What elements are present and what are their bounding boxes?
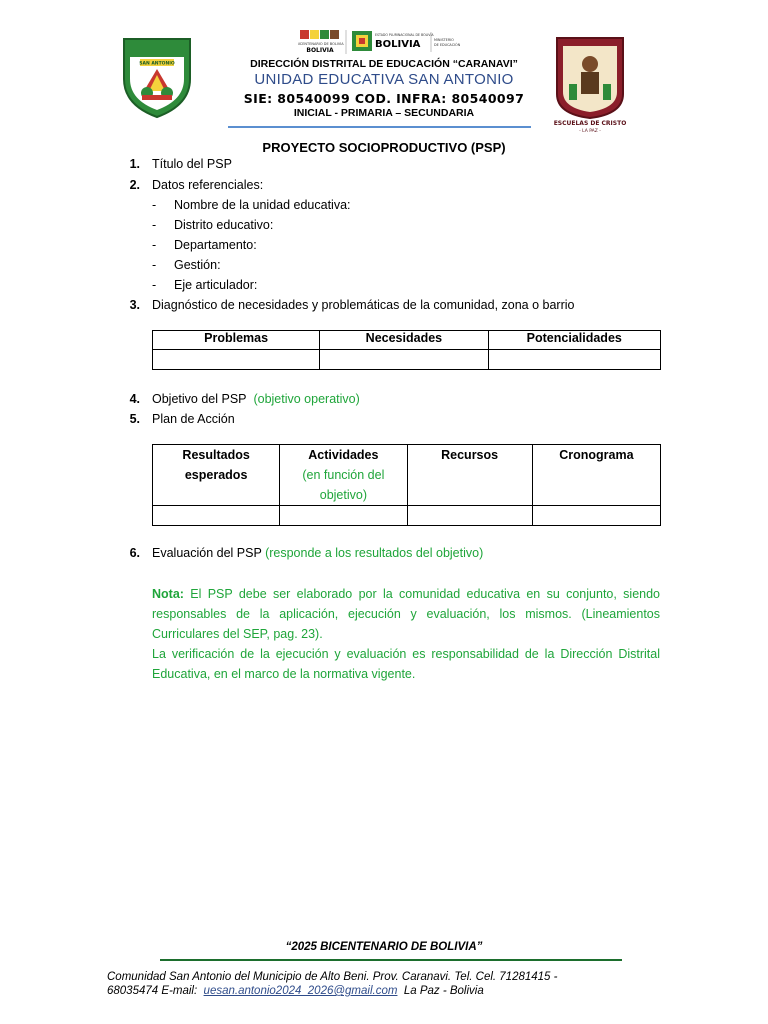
note-paragraph <box>152 584 660 684</box>
item-5-text: Plan de Acción <box>152 412 235 426</box>
diagnosis-table <box>152 330 661 370</box>
address-line-2 <box>107 984 627 998</box>
item-4-text <box>152 392 360 406</box>
table-cell[interactable] <box>320 350 488 370</box>
note-label: Nota: <box>152 587 184 601</box>
header-line: esperados <box>184 468 248 482</box>
item-6-hint: (responde a los resultados del objetivo) <box>265 546 484 560</box>
table-cell[interactable] <box>153 350 320 370</box>
table-cell[interactable] <box>153 506 280 526</box>
header-divider <box>228 126 531 128</box>
item-4-number: 4. <box>129 392 140 406</box>
item-4-hint: (objetivo operativo) <box>253 392 360 406</box>
action-plan-table <box>152 444 661 526</box>
sub-item-department: Departamento: <box>174 238 257 252</box>
item-6-label: Evaluación del PSP <box>152 546 262 560</box>
sub-item-district: Distrito educativo: <box>174 218 274 232</box>
item-6-text <box>152 546 483 560</box>
header-hint: objetivo) <box>319 488 367 502</box>
item-2-text: Datos referenciales: <box>152 178 264 192</box>
header-line: Actividades <box>308 448 379 462</box>
svg-text:BOLIVIA: BOLIVIA <box>375 39 421 50</box>
item-3-number: 3. <box>129 298 140 312</box>
address-prefix: 68035474 E-mail: <box>107 985 204 997</box>
crest-motto-text: SAN ANTONIO <box>139 61 175 67</box>
item-4-label: Objetivo del PSP <box>152 392 247 406</box>
address-line-1: Comunidad San Antonio del Municipio de Alto Beni. Prov. Caranavi. Tel. Cel. 71281415 - <box>107 971 558 983</box>
item-3-text: Diagnóstico de necesidades y problemáticas de la comunidad, zona o barrio <box>152 298 575 312</box>
table-header-schedule: Cronograma <box>532 445 660 506</box>
item-1-text: Título del PSP <box>152 157 232 171</box>
levels: INICIAL - PRIMARIA – SECUNDARIA <box>293 107 475 119</box>
table-header-problems: Problemas <box>153 331 320 350</box>
address-suffix: La Paz - Bolivia <box>397 985 484 997</box>
footer-divider <box>160 959 622 961</box>
table-header-expected-results <box>153 445 280 506</box>
svg-text:BOLIVIA: BOLIVIA <box>306 47 334 54</box>
note-first-paragraph <box>152 584 660 644</box>
svg-text:MINISTERIO: MINISTERIO <box>434 38 454 42</box>
document-title: PROYECTO SOCIOPRODUCTIVO (PSP) <box>262 140 506 155</box>
footer-motto: “2025 BICENTENARIO DE BOLIVIA” <box>285 941 483 953</box>
table-header-resources: Recursos <box>407 445 532 506</box>
item-1-number: 1. <box>129 157 140 171</box>
item-5-number: 5. <box>129 412 140 426</box>
government-logos <box>298 28 488 56</box>
sub-item-management: Gestión: <box>174 258 221 272</box>
sub-item-axis: Eje articulador: <box>174 278 258 292</box>
bullet-dash: - <box>152 198 157 212</box>
district-direction: DIRECCIÓN DISTRITAL DE EDUCACIÓN “CARANAVI” <box>250 58 518 70</box>
escuelas-de-cristo-logo <box>553 34 627 134</box>
bullet-dash: - <box>152 258 157 272</box>
school-name: UNIDAD EDUCATIVA SAN ANTONIO <box>254 71 514 88</box>
item-6-number: 6. <box>129 546 140 560</box>
table-cell[interactable] <box>280 506 407 526</box>
svg-text:DE EDUCACIÓN: DE EDUCACIÓN <box>434 43 461 47</box>
note-second-paragraph: La verificación de la ejecución y evaluación es responsabilidad de la Dirección Distrital Educativa, en el marco de la normativa vigente. <box>152 647 660 681</box>
logo-subcaption: - LA PAZ - <box>579 129 601 134</box>
email-link[interactable]: uesan.antonio2024_2026@gmail.com <box>203 985 398 997</box>
table-header-needs: Necesidades <box>320 331 488 350</box>
sub-item-school-name: Nombre de la unidad educativa: <box>174 198 351 212</box>
table-cell[interactable] <box>407 506 532 526</box>
bullet-dash: - <box>152 238 157 252</box>
footer-address <box>107 970 627 998</box>
table-cell[interactable] <box>488 350 660 370</box>
note-text: El PSP debe ser elaborado por la comunidad educativa en su conjunto, siendo responsables de la aplicación, ejecución y evaluación, los mismos. (Lineamientos Curriculares del SEP, pag. 23). <box>152 587 660 641</box>
table-header-potentials: Potencialidades <box>488 331 660 350</box>
bullet-dash: - <box>152 278 157 292</box>
sie-code: SIE: 80540099 COD. INFRA: 80540097 <box>243 91 525 106</box>
bicentenario-text: BICENTENARIO DE BOLIVIA <box>298 42 344 46</box>
logo-caption: ESCUELAS DE CRISTO <box>553 120 627 127</box>
bullet-dash: - <box>152 218 157 232</box>
table-header-activities <box>280 445 407 506</box>
item-2-number: 2. <box>129 178 140 192</box>
header-line: Resultados <box>182 448 250 462</box>
table-cell[interactable] <box>532 506 660 526</box>
estado-text: ESTADO PLURINACIONAL DE BOLIVIA <box>375 33 434 37</box>
header-hint: (en función del <box>302 468 385 482</box>
